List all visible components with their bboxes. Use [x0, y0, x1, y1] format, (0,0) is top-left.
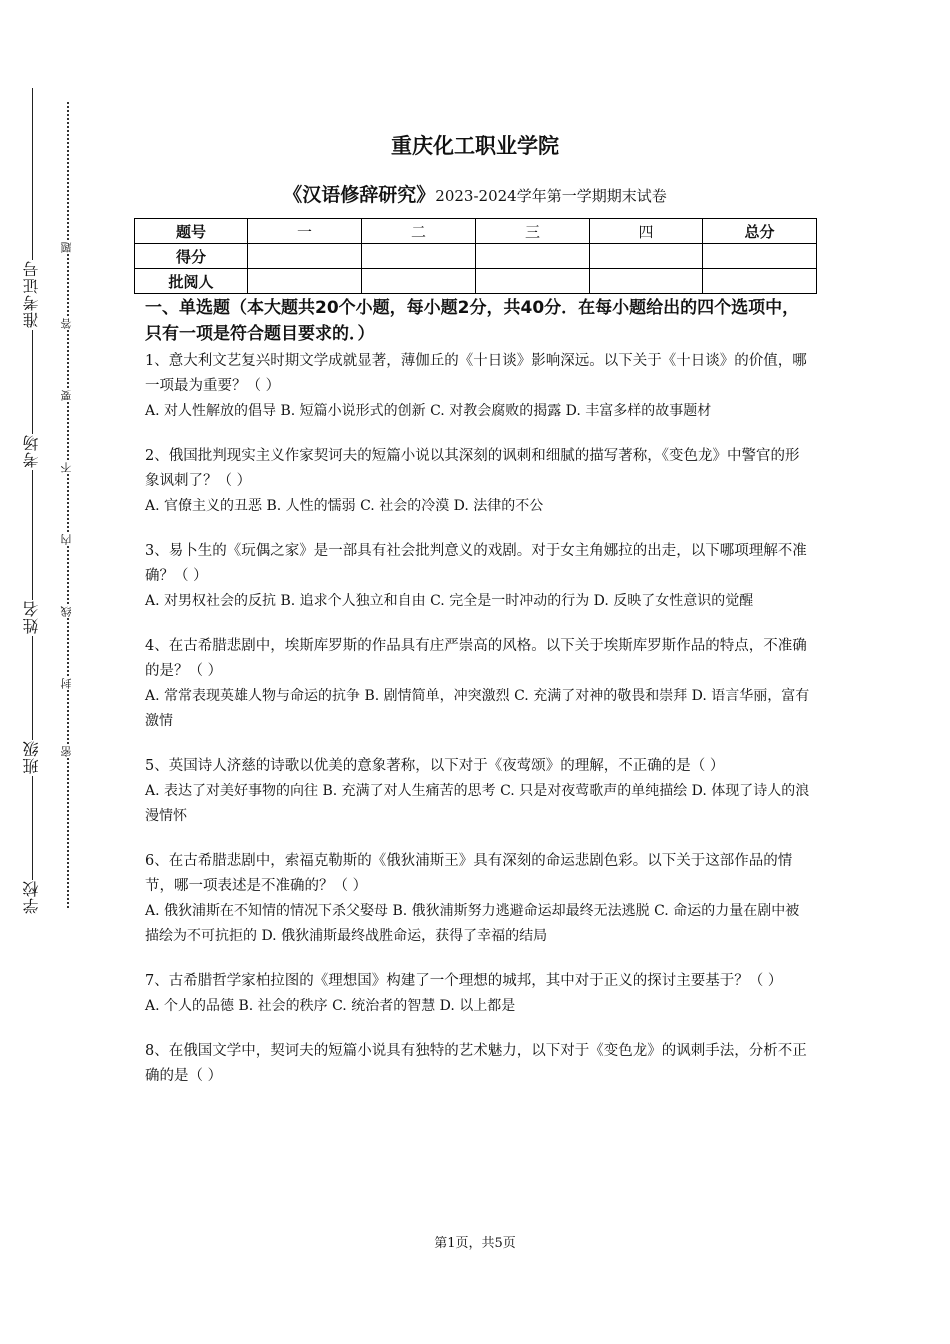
score-table-header-cell: 题号 — [135, 219, 248, 244]
question-item — [145, 634, 813, 734]
score-table-header-cell: 二 — [362, 219, 476, 244]
score-table-header-row — [135, 219, 817, 244]
binding-field-exam-id — [18, 88, 46, 328]
question-item — [145, 754, 813, 829]
seal-char: 题 — [60, 242, 76, 253]
score-table-header-cell: 三 — [476, 219, 590, 244]
score-entry-cell[interactable] — [590, 244, 703, 269]
score-entry-cell[interactable] — [248, 269, 362, 294]
score-entry-cell[interactable] — [476, 244, 590, 269]
question-stem: 1、意大利文艺复兴时期文学成就显著，薄伽丘的《十日谈》影响深远。以下关于《十日谈》的价值，哪一项最为重要？（ ） — [145, 353, 807, 394]
seal-char: 要 — [60, 390, 76, 401]
binding-fill-line[interactable] — [32, 636, 33, 740]
question-stem: 8、在俄国文学中，契诃夫的短篇小说具有独特的艺术魅力，以下对于《变色龙》的讽刺手法，分析不正确的是（ ） — [145, 1043, 807, 1084]
binding-fill-line[interactable] — [32, 470, 33, 600]
exam-title — [0, 180, 950, 207]
score-entry-cell[interactable] — [703, 244, 817, 269]
seal-char: 封 — [60, 678, 76, 689]
question-item — [145, 539, 813, 614]
score-entry-cell[interactable] — [703, 269, 817, 294]
question-stem: 6、在古希腊悲剧中，索福克勒斯的《俄狄浦斯王》具有深刻的命运悲剧色彩。以下关于这部作品的情节，哪一项表述是不准确的？（ ） — [145, 853, 793, 894]
question-options: A. 对人性解放的倡导 B. 短篇小说形式的创新 C. 对教会腐败的揭露 D. 丰富多样的故事题材 — [145, 403, 712, 419]
seal-char: 线 — [60, 606, 76, 617]
binding-fill-line[interactable] — [32, 776, 33, 880]
score-entry-cell[interactable] — [362, 269, 476, 294]
question-stem: 5、英国诗人济慈的诗歌以优美的意象著称，以下对于《夜莺颂》的理解，不正确的是（ ） — [145, 758, 725, 774]
school-title: 重庆化工职业学院 — [391, 134, 559, 158]
question-options: A. 常常表现英雄人物与命运的抗争 B. 剧情简单，冲突激烈 C. 充满了对神的敬畏和崇拜 D. 语言华丽，富有激情 — [145, 688, 810, 729]
seal-char: 内 — [60, 534, 76, 545]
question-stem: 3、易卜生的《玩偶之家》是一部具有社会批判意义的戏剧。对于女主角娜拉的出走，以下哪项理解不准确？（ ） — [145, 543, 807, 584]
binding-field-label: 学校 — [22, 880, 41, 914]
question-item — [145, 849, 813, 949]
binding-field-label: 考场 — [22, 434, 41, 468]
question-stem: 2、俄国批判现实主义作家契诃夫的短篇小说以其深刻的讽刺和细腻的描写著称，《变色龙》中警官的形象讽刺了？（ ） — [145, 448, 800, 489]
seal-char: 密 — [60, 746, 76, 757]
score-table-row — [135, 244, 817, 269]
binding-field-exam-room — [18, 330, 46, 468]
binding-fill-line[interactable] — [32, 330, 33, 434]
question-options: A. 对男权社会的反抗 B. 追求个人独立和自由 C. 完全是一时冲动的行为 D. 反映了女性意识的觉醒 — [145, 593, 754, 609]
exam-term: 2023-2024学年第一学期期末试卷 — [435, 187, 667, 205]
score-entry-cell[interactable] — [590, 269, 703, 294]
score-table-row-label: 得分 — [135, 244, 248, 269]
question-options: A. 表达了对美好事物的向往 B. 充满了对人生痛苦的思考 C. 只是对夜莺歌声的单纯描绘 D. 体现了诗人的浪漫情怀 — [145, 783, 810, 824]
score-table-row — [135, 269, 817, 294]
exam-content — [145, 295, 813, 1109]
binding-field-class — [18, 636, 46, 774]
course-title: 《汉语修辞研究》 — [283, 184, 436, 206]
question-item — [145, 969, 813, 1019]
seal-char: 答 — [60, 318, 76, 329]
binding-field-label: 准考证号 — [22, 260, 41, 328]
question-item — [145, 444, 813, 519]
question-stem: 7、古希腊哲学家柏拉图的《理想国》构建了一个理想的城邦，其中对于正义的探讨主要基于？（ ） — [145, 973, 783, 989]
page-number: 第1页，共5页 — [434, 1236, 516, 1251]
seal-char: 不 — [60, 462, 76, 473]
score-entry-cell[interactable] — [362, 244, 476, 269]
score-table-row-label: 批阅人 — [135, 269, 248, 294]
score-table-header-cell: 一 — [248, 219, 362, 244]
seal-dotted-line — [67, 102, 69, 908]
score-entry-cell[interactable] — [248, 244, 362, 269]
score-table — [134, 218, 817, 294]
question-options: A. 官僚主义的丑恶 B. 人性的懦弱 C. 社会的冷漠 D. 法律的不公 — [145, 498, 544, 514]
binding-field-name — [18, 470, 46, 634]
question-options: A. 俄狄浦斯在不知情的情况下杀父娶母 B. 俄狄浦斯努力逃避命运却最终无法逃脱 C. 命运的力量在剧中被描绘为不可抗拒的 D. 俄狄浦斯最终战胜命运，获得了幸福的结局 — [145, 903, 800, 944]
binding-field-label: 姓名 — [22, 600, 41, 634]
question-list — [145, 349, 813, 1089]
score-entry-cell[interactable] — [476, 269, 590, 294]
score-table-header-cell: 总分 — [703, 219, 817, 244]
question-stem: 4、在古希腊悲剧中，埃斯库罗斯的作品具有庄严崇高的风格。以下关于埃斯库罗斯作品的特点，不准确的是？（ ） — [145, 638, 807, 679]
binding-field-school — [18, 776, 46, 914]
section-heading: 一、单选题（本大题共20个小题，每小题2分，共40分．在每小题给出的四个选项中，只有一项是符合题目要求的．） — [145, 298, 800, 344]
score-table-header-cell: 四 — [590, 219, 703, 244]
question-item — [145, 1039, 813, 1089]
binding-fill-line[interactable] — [32, 88, 33, 260]
question-item — [145, 349, 813, 424]
question-options: A. 个人的品德 B. 社会的秩序 C. 统治者的智慧 D. 以上都是 — [145, 998, 516, 1014]
binding-field-label: 班级 — [22, 740, 41, 774]
